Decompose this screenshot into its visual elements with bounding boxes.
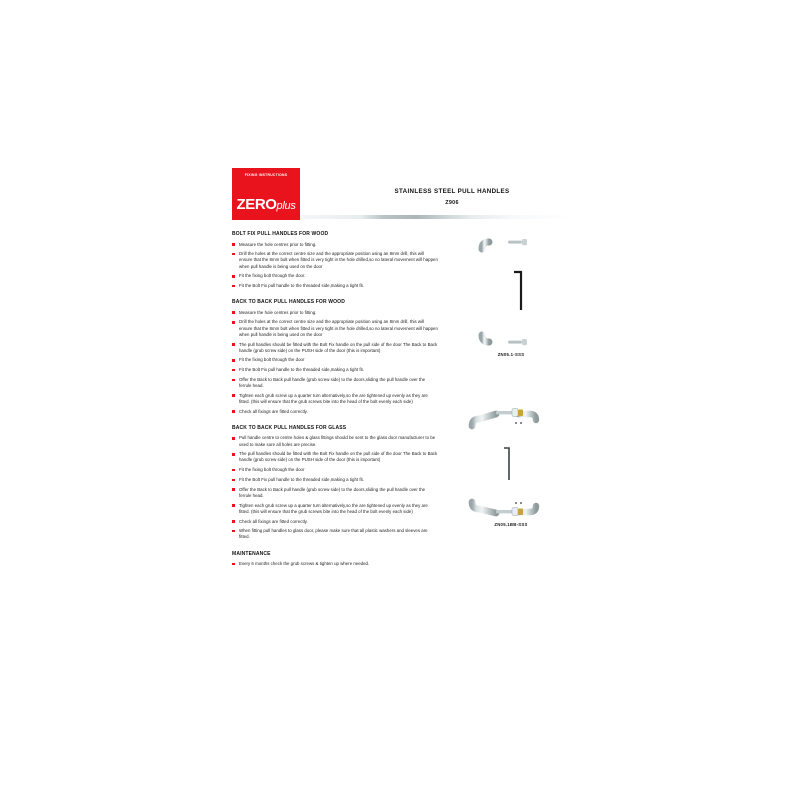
instruction-section (232, 426, 438, 541)
product-caption: ZN05.1-SSS (497, 352, 525, 357)
instruction-item: Measure the hole centres prior to fitting. (232, 310, 438, 316)
instruction-item: Fit the Bolt Fix pull handle to the threaded side,making a tight fit. (232, 283, 438, 289)
instruction-item: Fit the Bolt Fix pull handle to the threaded side,making a tight fit. (232, 477, 438, 483)
instruction-section (232, 232, 438, 289)
instruction-item: Every 6 months check the grub screws & tighten up where needed. (232, 561, 438, 567)
instruction-item: When fitting pull handles to glass door, please make sure that all plastic washers and sleeves are fitted. (232, 528, 438, 540)
logo-wordmark (232, 197, 300, 213)
zeroplus-logo (232, 168, 300, 220)
instruction-item: The pull handles should be fitted with the Bolt Fix handle on the pull side of the door The Back to Back handle (grub screw side) on the PUSH side of the door (this is important) (232, 342, 438, 354)
fixing-bolt-top (508, 239, 527, 245)
product-figure (446, 228, 576, 360)
instruction-item: Fit the fixing bolt through the door. (232, 273, 438, 279)
instruction-sheet-page (228, 160, 576, 630)
ferrule-bottom (496, 502, 523, 516)
instruction-item: Offer the Back to Back pull handle (grub screw side) to the doors,sliding the pull handle over the ferrule head. (232, 377, 438, 389)
section-heading: MAINTENANCE (232, 550, 271, 557)
instruction-section (232, 552, 438, 568)
instruction-list (232, 242, 438, 290)
instruction-item: Fit the fixing bolt through the door (232, 467, 438, 473)
product-code: Z906 (445, 200, 459, 206)
product-images-column (446, 228, 576, 532)
instruction-list (232, 435, 438, 540)
logo-brand-main: ZERO (236, 196, 277, 213)
instruction-item: Tighten each grub screw up a quarter turn alternatively,so the are tightened up evenly as they are fitted. (this will ensure that the grub screws bite into the head of the bolt evenly each side) (232, 393, 438, 405)
product-caption: ZN05.1BB-SSS (494, 522, 528, 527)
instruction-item: Measure the hole centres prior to fitting. (232, 242, 438, 248)
instruction-item: Pull handle centre to centre holes & glass fittings should be sent to the glass door manufacturer to be used to make sure all holes are precise. (232, 435, 438, 447)
fixing-bolt-bottom (508, 339, 527, 345)
bolt-fix-pull-handle-image (452, 228, 570, 356)
section-heading: BOLT FIX PULL HANDLES FOR WOOD (232, 231, 329, 237)
header-divider (300, 215, 576, 219)
logo-brand-suffix: plus (276, 200, 296, 212)
instruction-section (232, 300, 438, 415)
instruction-item: Check all fixings are fitted correctly. (232, 519, 438, 525)
section-heading: BACK TO BACK PULL HANDLES FOR WOOD (232, 299, 345, 306)
logo-strapline: FIXING INSTRUCTIONS (244, 173, 288, 177)
document-header (228, 160, 576, 222)
instruction-list (232, 310, 438, 415)
instruction-item: Check all fixings are fitted correctly. (232, 409, 438, 415)
instruction-item: Drill the holes at the correct centre size and the appropriate position using an 8mm drill, this will ensure that the 8mm bolt when fitted is very tight in the hole drilled,so no lateral movement will happen when pull handle is being used on the door (232, 251, 438, 269)
instruction-item: Offer the Back to Back pull handle (grub screw side) to the doors,sliding the pull handle over the ferrule head. (232, 487, 438, 499)
section-heading: BACK TO BACK PULL HANDLES FOR GLASS (232, 424, 347, 431)
page-title: STAINLESS STEEL PULL HANDLES (394, 188, 510, 195)
product-figure (446, 402, 576, 532)
instruction-item: The pull handles should be fitted with the Bolt Fix handle on the pull side of the door The Back to Back handle (grub screw side) on the PUSH side of the door (this is important) (232, 451, 438, 463)
instruction-item: Drill the holes at the correct centre size and the appropriate position using an 8mm drill, this will ensure that the 8mm bolt when fitted is very tight in the hole drilled,so no lateral movement will happen when pull handle is being used on the door (232, 319, 438, 337)
instruction-item: Fit the fixing bolt through the door (232, 357, 438, 363)
instruction-item: Tighten each grub screw up a quarter turn alternatively,so the are tightened up evenly as they are fitted. (this will ensure that the grub screws bite into the head of the bolt evenly each side) (232, 503, 438, 515)
instructions-column (232, 232, 438, 571)
instruction-item: Fit the Bolt Fix pull handle to the threaded side,making a tight fit. (232, 367, 438, 373)
instruction-list (232, 561, 438, 567)
back-to-back-pull-handle-image (452, 402, 570, 528)
